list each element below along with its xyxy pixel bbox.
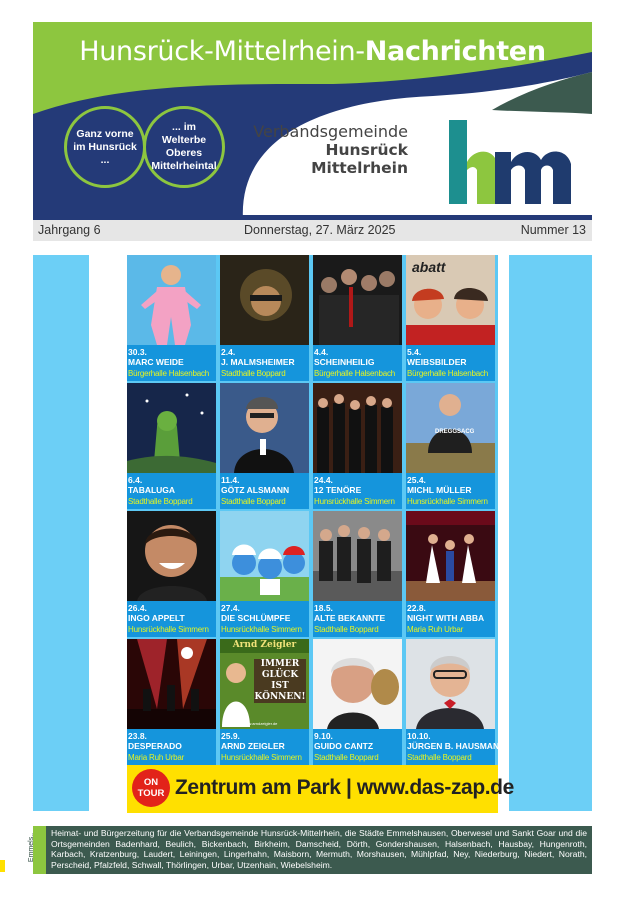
event-photo xyxy=(406,383,495,473)
event-caption xyxy=(127,345,216,381)
event-name: WEIBSBILDER xyxy=(407,357,467,367)
event-venue: Bürgerhalle Halsenbach xyxy=(128,369,209,378)
event-venue: Maria Ruh Urbar xyxy=(128,753,185,762)
event-name: 12 TENÖRE xyxy=(314,485,362,495)
event-caption xyxy=(406,473,495,509)
event-photo xyxy=(127,511,216,601)
event-venue: Hunsrückhalle Simmern xyxy=(128,625,209,634)
left-side-panel xyxy=(33,255,89,811)
event-photo-title: Arnd Zeigler xyxy=(232,640,297,650)
event-name: INGO APPELT xyxy=(128,613,185,623)
event-photo xyxy=(220,255,309,345)
issue-date: Donnerstag, 27. März 2025 xyxy=(244,223,396,237)
event-date: 23.8. xyxy=(128,731,147,741)
event-photo xyxy=(220,639,309,729)
event-photo xyxy=(313,511,402,601)
event-caption xyxy=(313,729,402,765)
venue-banner-text: Zentrum am Park | www.das-zap.de xyxy=(175,776,514,799)
event-photo xyxy=(220,383,309,473)
event-photo xyxy=(313,383,402,473)
right-side-panel xyxy=(509,255,592,811)
event-date: 11.4. xyxy=(221,475,240,485)
event-name: TABALUGA xyxy=(128,485,176,495)
event-name: GÖTZ ALSMANN xyxy=(221,485,290,495)
event-date: 10.10. xyxy=(407,731,431,741)
footer-box xyxy=(28,826,592,874)
masthead xyxy=(33,22,592,220)
event-photo xyxy=(406,511,495,601)
event-date: 6.4. xyxy=(128,475,143,485)
event-date: 5.4. xyxy=(407,347,422,357)
footer-side-tag xyxy=(28,826,46,874)
page-edge-mark xyxy=(0,860,5,872)
on-tour-badge xyxy=(132,769,170,807)
event-date: 30.3. xyxy=(128,347,147,357)
event-photo xyxy=(127,255,216,345)
event-venue: Hunsrückhalle Simmern xyxy=(314,497,395,506)
event-photo-text: abatt xyxy=(412,259,446,275)
event-caption xyxy=(127,601,216,637)
event-name: DIE SCHLÜMPFE xyxy=(221,613,291,623)
event-venue: Stadthalle Boppard xyxy=(128,497,193,506)
event-date: 22.8. xyxy=(407,603,426,613)
event-photo-text: IMMER GLÜCK IST KÖNNEN! xyxy=(254,659,306,702)
event-name: MARC WEIDE xyxy=(128,357,184,367)
event-date: 18.5. xyxy=(314,603,333,613)
event-venue: Maria Ruh Urbar xyxy=(407,625,464,634)
event-date: 24.4. xyxy=(314,475,333,485)
event-caption xyxy=(220,729,309,765)
event-caption xyxy=(406,601,495,637)
event-caption xyxy=(313,345,402,381)
event-venue: Hunsrückhalle Simmern xyxy=(221,625,302,634)
event-photo xyxy=(127,639,216,729)
event-caption xyxy=(406,729,506,765)
event-caption xyxy=(220,473,309,509)
event-name: J. MALMSHEIMER xyxy=(221,357,295,367)
volume-label: Jahrgang 6 xyxy=(38,223,101,237)
event-venue: Stadthalle Boppard xyxy=(407,753,472,762)
event-date: 9.10. xyxy=(314,731,333,741)
slogan-circle-right: ... im Welterbe Oberes Mittelrheintal xyxy=(143,106,225,188)
on-tour-badge-line2: TOUR xyxy=(137,788,165,799)
event-caption xyxy=(313,473,402,509)
slogan-circle-left: Ganz vorne im Hunsrück ... xyxy=(64,106,146,188)
event-venue: Stadthalle Boppard xyxy=(221,497,286,506)
issue-info-bar xyxy=(33,220,592,241)
event-date: 25.4. xyxy=(407,475,426,485)
event-name: ALTE BEKANNTE xyxy=(314,613,386,623)
event-photo xyxy=(406,639,495,729)
event-photo-text: DREGGSACG xyxy=(435,429,475,435)
event-caption xyxy=(127,729,216,765)
event-photo xyxy=(406,255,495,345)
event-name: JÜRGEN B. HAUSMANN xyxy=(407,741,506,751)
newspaper-title: Hunsrück-Mittelrhein-Nachrichten xyxy=(79,36,546,67)
event-photo xyxy=(127,383,216,473)
venue-banner xyxy=(127,765,514,813)
event-name: GUIDO CANTZ xyxy=(314,741,374,751)
event-caption xyxy=(127,473,216,509)
event-venue: Stadthalle Boppard xyxy=(314,625,379,634)
event-name: ARND ZEIGLER xyxy=(221,741,285,751)
verbandsgemeinde-label: Verbandsgemeinde Hunsrück Mittelrhein xyxy=(253,122,408,177)
event-date: 25.9. xyxy=(221,731,240,741)
event-venue: Stadthalle Boppard xyxy=(314,753,379,762)
event-venue: Hunsrückhalle Simmern xyxy=(221,753,302,762)
event-caption xyxy=(220,601,309,637)
event-venue: Bürgerhalle Halsenbach xyxy=(407,369,488,378)
event-photo xyxy=(220,511,309,601)
event-date: 2.4. xyxy=(221,347,236,357)
footer-side-tag-label: Emmels.. xyxy=(28,832,36,863)
footer-description: Heimat- und Bürgerzeitung für die Verbandsgemeinde Hunsrück-Mittelrhein, die Städte Emmelshausen, Oberwesel und Sankt Goar und die Ortsgemeinden Badenhard, Beulich, Bickenbach, Birkheim, Damscheid, Dörth, Gondershausen, Halsenbach, Hausbay, Hungenroth, Karbach, Kratzenburg, Laudert, Leiningen, Lingerhahn, Maisborn, Mermuth, Morshausen, Mühlpfad, Ney, Niederburg, Niedert, Norath, Perscheid, Pfalzfeld, Schwall, Thörlingen, Urbar, Utzenhain, Wiebelsheim. xyxy=(51,828,587,870)
event-caption xyxy=(220,345,309,381)
event-name: NIGHT WITH ABBA xyxy=(407,613,485,623)
event-date: 26.4. xyxy=(128,603,147,613)
event-venue: Bürgerhalle Halsenbach xyxy=(314,369,395,378)
event-photo-small-text: ZeiglerLive www.arndzeigler.de xyxy=(222,721,278,726)
event-caption xyxy=(406,345,495,381)
issue-number: Nummer 13 xyxy=(520,223,586,237)
event-photo xyxy=(313,639,402,729)
event-date: 4.4. xyxy=(314,347,329,357)
event-date: 27.4. xyxy=(221,603,240,613)
event-name: DESPERADO xyxy=(128,741,182,751)
event-poster xyxy=(127,255,514,813)
event-photo xyxy=(313,255,402,345)
event-name: MICHL MÜLLER xyxy=(407,485,472,495)
event-venue: Stadthalle Boppard xyxy=(221,369,286,378)
event-caption xyxy=(313,601,402,637)
event-venue: Hunsrückhalle Simmern xyxy=(407,497,488,506)
on-tour-badge-line1: ON xyxy=(143,777,159,788)
hm-logo-icon xyxy=(445,114,575,206)
event-name: SCHEINHEILIG xyxy=(314,357,375,367)
